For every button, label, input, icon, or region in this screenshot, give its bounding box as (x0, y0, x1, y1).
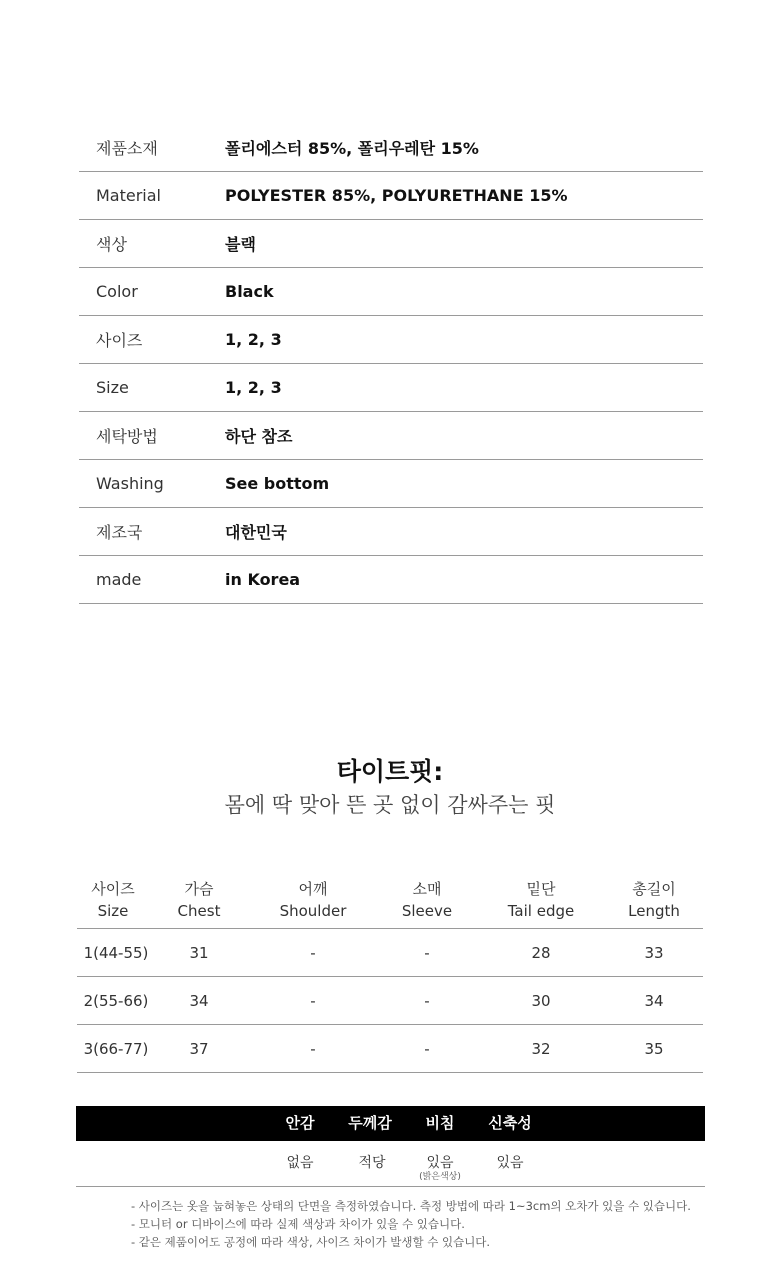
feature-label-bar (76, 1106, 705, 1141)
length-cell: 35 (644, 1039, 664, 1058)
length-cell: 34 (644, 991, 664, 1010)
spec-value: 하단 참조 (225, 427, 293, 446)
header-ko: 소매 (412, 880, 442, 898)
spec-row-size-ko (79, 316, 703, 364)
header-en: Chest (177, 902, 221, 920)
value-text: 있음 (496, 1155, 524, 1171)
spec-row-washing-en (79, 460, 703, 508)
header-ko: 어깨 (298, 880, 328, 898)
header-ko: 총길이 (632, 880, 676, 898)
feature-label-lining: 안감 (285, 1114, 315, 1132)
spec-value: See bottom (225, 474, 330, 493)
sleeve-cell: - (424, 1039, 430, 1058)
value-note: (밝은색상) (419, 1172, 461, 1182)
header-shoulder (249, 872, 377, 928)
spec-label: 세탁방법 (96, 427, 158, 446)
sleeve-cell: - (424, 943, 430, 962)
feature-label-sheerness: 비침 (425, 1114, 455, 1132)
header-en: Size (97, 902, 129, 920)
table-row (77, 1025, 703, 1073)
spec-row-material-ko (79, 124, 703, 172)
shoulder-cell: - (310, 1039, 316, 1058)
spec-value: 폴리에스터 85%, 폴리우레탄 15% (225, 139, 479, 158)
spec-label: 제품소재 (96, 139, 158, 158)
feature-values (76, 1141, 705, 1187)
feature-value-thickness (358, 1152, 385, 1172)
header-length (605, 872, 703, 928)
spec-row-color-en (79, 268, 703, 316)
feature-label-thickness: 두께감 (348, 1114, 392, 1132)
spec-table (79, 124, 703, 604)
spec-label: Color (96, 282, 138, 301)
fabric-features (76, 1106, 705, 1187)
shoulder-cell: - (310, 991, 316, 1010)
chest-cell: 37 (189, 1039, 209, 1058)
size-table-header (77, 872, 703, 929)
chest-cell: 34 (189, 991, 209, 1010)
shoulder-cell: - (310, 943, 316, 962)
spec-value: 대한민국 (225, 523, 287, 542)
header-en: Shoulder (279, 902, 347, 920)
spec-label: Washing (96, 474, 164, 493)
spec-label: Size (96, 378, 129, 397)
spec-row-size-en (79, 364, 703, 412)
sleeve-cell: - (424, 991, 430, 1010)
feature-label-stretch: 신축성 (488, 1114, 532, 1132)
tail-edge-cell: 28 (531, 943, 551, 962)
spec-row-origin-ko (79, 508, 703, 556)
spec-row-color-ko (79, 220, 703, 268)
spec-value: Black (225, 282, 274, 301)
spec-value: 1, 2, 3 (225, 330, 282, 349)
header-ko: 밑단 (526, 880, 556, 898)
header-ko: 가슴 (184, 880, 214, 898)
size-cell: 2(55-66) (83, 991, 149, 1010)
fit-description: 몸에 딱 맞아 뜬 곳 없이 감싸주는 핏 (224, 793, 556, 817)
note-line: - 모니터 or 디바이스에 따라 실제 색상과 차이가 있을 수 있습니다. (131, 1217, 465, 1231)
spec-value: POLYESTER 85%, POLYURETHANE 15% (225, 186, 568, 205)
tail-edge-cell: 32 (531, 1039, 551, 1058)
spec-value: 블랙 (225, 235, 256, 254)
header-en: Sleeve (401, 902, 453, 920)
spec-label: 색상 (96, 235, 127, 254)
header-ko: 사이즈 (91, 880, 135, 898)
spec-row-origin-en (79, 556, 703, 604)
value-text: 적당 (358, 1155, 386, 1171)
spec-label: Material (96, 186, 161, 205)
size-cell: 1(44-55) (83, 943, 149, 962)
tail-edge-cell: 30 (531, 991, 551, 1010)
header-en: Tail edge (507, 902, 575, 920)
fit-title: 타이트핏: (336, 757, 444, 786)
header-chest (149, 872, 249, 928)
table-row (77, 977, 703, 1025)
table-row (77, 929, 703, 977)
header-size (77, 872, 149, 928)
header-tail-edge (477, 872, 605, 928)
spec-value: in Korea (225, 570, 301, 589)
value-text: 있음 (426, 1155, 454, 1171)
size-table (77, 872, 703, 1073)
feature-value-lining (286, 1152, 313, 1172)
value-text: 없음 (286, 1155, 314, 1171)
length-cell: 33 (644, 943, 664, 962)
size-cell: 3(66-77) (83, 1039, 149, 1058)
note-line: - 같은 제품이어도 공정에 따라 색상, 사이즈 차이가 발생할 수 있습니다. (131, 1235, 491, 1249)
note-line: - 사이즈는 옷을 눕혀놓은 상태의 단면을 측정하였습니다. 측정 방법에 따라 1~3cm의 오차가 있을 수 있습니다. (131, 1199, 691, 1213)
spec-value: 1, 2, 3 (225, 378, 282, 397)
spec-label: 제조국 (96, 523, 143, 542)
spec-row-washing-ko (79, 412, 703, 460)
feature-value-stretch (496, 1152, 523, 1172)
header-en: Length (628, 902, 680, 920)
chest-cell: 31 (189, 943, 209, 962)
spec-row-material-en (79, 172, 703, 220)
spec-label: made (96, 570, 142, 589)
notes (131, 1197, 691, 1251)
header-sleeve (377, 872, 477, 928)
feature-value-sheerness (419, 1152, 461, 1182)
spec-label: 사이즈 (96, 331, 143, 350)
